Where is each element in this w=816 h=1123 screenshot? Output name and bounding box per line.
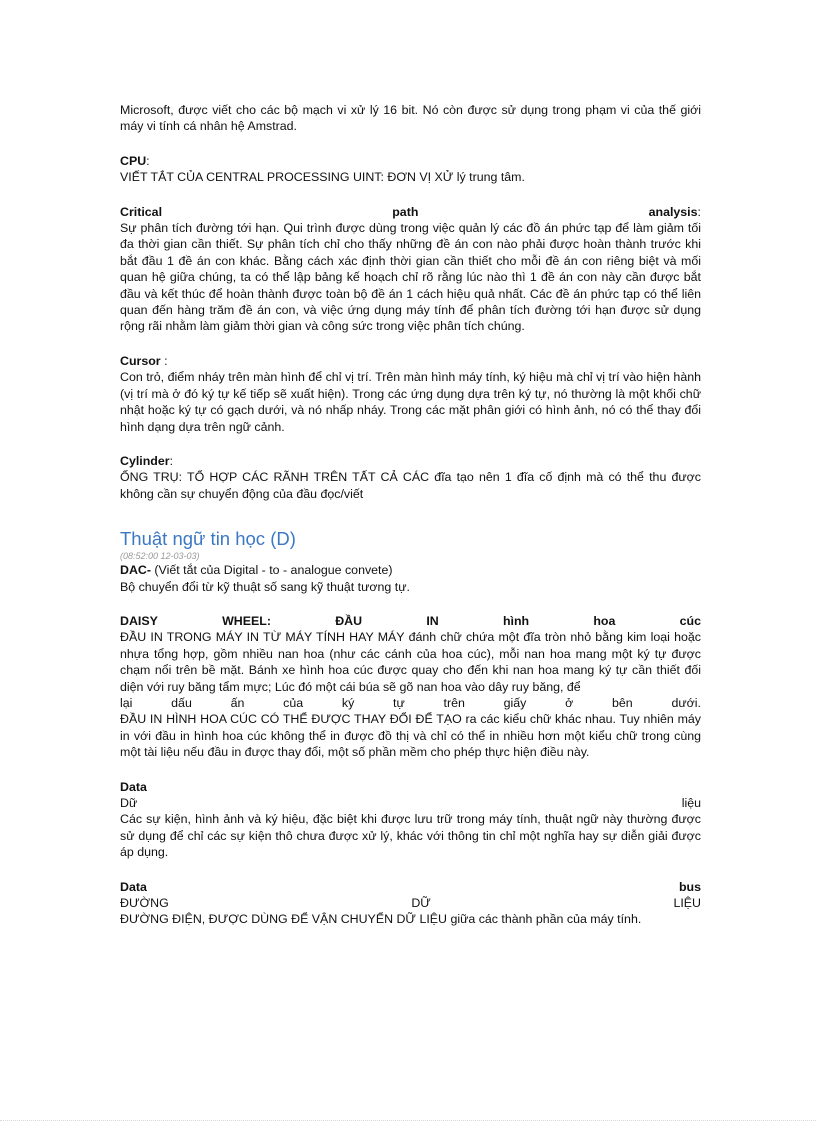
cpu-term: CPU <box>120 153 147 168</box>
spread-word: dấu <box>171 695 192 710</box>
daisy-word-7: cúc <box>679 613 701 628</box>
critical-path-definition: Sự phân tích đường tới hạn. Qui trình được dùng trong việc quản lý các đồ án phức tạp để làm giảm tối đa thời gian cần thiết. Sự phân tích chỉ cho thấy những đề án con nào phải được hoàn thành trước khi bắt đầu 1 đề án con khác. Bằng cách xác định thời gian cần thiết cho mỗi đề án con riêng biệt và mối quan hệ giữa chúng, ta có thể lập bảng kế hoạch chỉ rõ rằng lúc nào thì 1 đề án con này cần được bắt đầu và kết thúc để hoàn thành được toàn bộ đề án 1 cách hiệu quả nhất. Các đề án phức tạp có thể liên quan đến hàng trăm đề án con, và việc ứng dụng máy tính để phân tích đường tới hạn được sử dụng rộng rãi nhằm làm giảm thời gian và công sức trong việc phân tích chúng. <box>120 221 701 334</box>
data-definition: Các sự kiện, hình ảnh và ký hiệu, đặc biệt khi được lưu trữ trong máy tính, thuật ngữ này thường được sử dụng để chỉ các sự kiện thô chưa được xử lý, khác với thông tin chỉ một nghĩa hay sự diễn giải được áp dụng. <box>120 812 701 860</box>
daisy-word-6: hoa <box>593 613 616 628</box>
data-term: Data <box>120 779 147 794</box>
cpu-term-suffix: : <box>146 153 150 168</box>
data-translation-word-2: liệu <box>681 796 701 810</box>
daisy-word-1: DAISY <box>120 613 158 628</box>
cursor-term: Cursor <box>120 353 161 368</box>
page-bottom-divider <box>0 1120 816 1121</box>
cursor-term-suffix: : <box>160 353 168 368</box>
daisy-wheel-definition-2: ĐẦU IN HÌNH HOA CÚC CÓ THỂ ĐƯỢC THAY ĐỔI ĐỂ TẠO ra các kiểu chữ khác nhau. Tuy nhiên máy in với đầu in hình hoa cúc không thể in được đồ thị và chỉ có thể in nhiều hơn một kiểu chữ trong cùng một tài liệu nếu đầu in được thay đổi, một số phần mềm cho phép thực hiện điều này. <box>120 712 701 760</box>
cursor-heading <box>120 353 701 369</box>
daisy-wheel-definition-1: ĐẦU IN TRONG MÁY IN TỪ MÁY TÍNH HAY MÁY đánh chữ chứa một đĩa tròn nhỏ bằng kim loại hoặc nhựa tổng hợp, gồm nhiều nan hoa (như các cánh của hoa cúc), mỗi nan hoa mang một ký tự được chạm nổi trên bề mặt. Bánh xe hình hoa cúc được quay cho đến khi nan hoa mang ký tự cần thiết đối diện với ruy băng tẩm mực; Lúc đó một cái búa sẽ gõ nan hoa vào dây ruy băng, để <box>120 630 701 694</box>
spread-word: dưới. <box>671 695 701 710</box>
daisy-wheel-heading <box>120 613 701 629</box>
daisy-wheel-spread-line <box>120 695 701 711</box>
daisy-word-4: IN <box>426 613 439 628</box>
dac-term: DAC- <box>120 563 151 578</box>
data-translation-word-1: Dữ <box>120 796 138 810</box>
dac-definition: Bộ chuyển đổi từ kỹ thuật số sang kỹ thuật tương tự. <box>120 579 410 594</box>
spread-word: lại <box>120 695 133 710</box>
spread-word: ở <box>565 695 574 710</box>
data-translation-line <box>120 795 701 811</box>
dac-heading <box>120 562 701 578</box>
cpu-definition: VIẾT TẮT CỦA CENTRAL PROCESSING UINT: ĐƠN VỊ XỬ lý trung tâm. <box>120 170 525 185</box>
cylinder-heading <box>120 453 701 469</box>
path-word: path <box>392 204 419 219</box>
data-bus-translation-word-2: DỮ <box>411 896 431 911</box>
spread-word: ký <box>341 695 355 710</box>
critical-path-heading <box>120 204 701 220</box>
cylinder-term: Cylinder <box>120 453 170 468</box>
dac-expansion: (Viết tắt của Digital - to - analogue convete) <box>150 563 393 578</box>
daisy-word-5: hình <box>502 613 530 628</box>
data-bus-heading <box>120 879 701 895</box>
section-title: Thuật ngữ tin học (D) <box>120 528 296 550</box>
data-heading <box>120 779 701 795</box>
cylinder-definition: ỐNG TRỤ: TỔ HỢP CÁC RÃNH TRÊN TẤT CẢ CÁC đĩa tạo nên 1 đĩa cố định mà có thể thu được không cần sự chuyển động của đầu đọc/viết <box>120 470 701 501</box>
data-bus-definition: ĐƯỜNG ĐIỆN, ĐƯỢC DÙNG ĐỂ VẬN CHUYỂN DỮ LIỆU giữa các thành phần của máy tính. <box>120 912 642 927</box>
daisy-word-2: WHEEL: <box>222 613 271 628</box>
data-bus-word-2: bus <box>678 879 701 894</box>
cursor-definition: Con trỏ, điểm nháy trên màn hình để chỉ vị trí. Trên màn hình máy tính, ký hiệu mà chỉ vị trí vào hiện hành (vị trí mà ở đó ký tự kế tiếp sẽ xuất hiện). Trong các ứng dụng dựa trên ký tự, nó thường là một khối chữ nhật hoặc ký tự có gạch dưới, và nó nhấp nháy. Trong các mặt phân giới có hình ảnh, nó có thể thay đổi hình dạng dựa trên ngữ cảnh. <box>120 370 701 434</box>
cpu-heading <box>120 153 701 169</box>
critical-word: Critical <box>120 204 163 219</box>
section-timestamp: (08:52:00 12-03-03) <box>120 551 200 562</box>
data-bus-word-1: Data <box>120 879 147 894</box>
data-bus-translation-word-1: ĐƯỜNG <box>120 896 169 911</box>
data-bus-translation-line <box>120 895 701 911</box>
critical-suffix: : <box>697 204 701 219</box>
spread-word: trên <box>443 695 465 710</box>
data-bus-translation-word-3: LIỆU <box>673 896 701 911</box>
spread-word: bên <box>612 695 633 710</box>
analysis-word: analysis <box>648 204 698 219</box>
daisy-word-3: ĐẦU <box>335 613 363 628</box>
intro-paragraph: Microsoft, được viết cho các bộ mạch vi xử lý 16 bit. Nó còn được sử dụng trong phạm vi của thế giới máy vi tính cá nhân hệ Amstrad. <box>120 103 701 134</box>
cylinder-term-suffix: : <box>169 453 174 468</box>
spread-word: giấy <box>503 695 527 710</box>
spread-word: của <box>283 695 304 710</box>
spread-word: ấn <box>230 695 245 710</box>
spread-word: tự <box>393 695 405 710</box>
